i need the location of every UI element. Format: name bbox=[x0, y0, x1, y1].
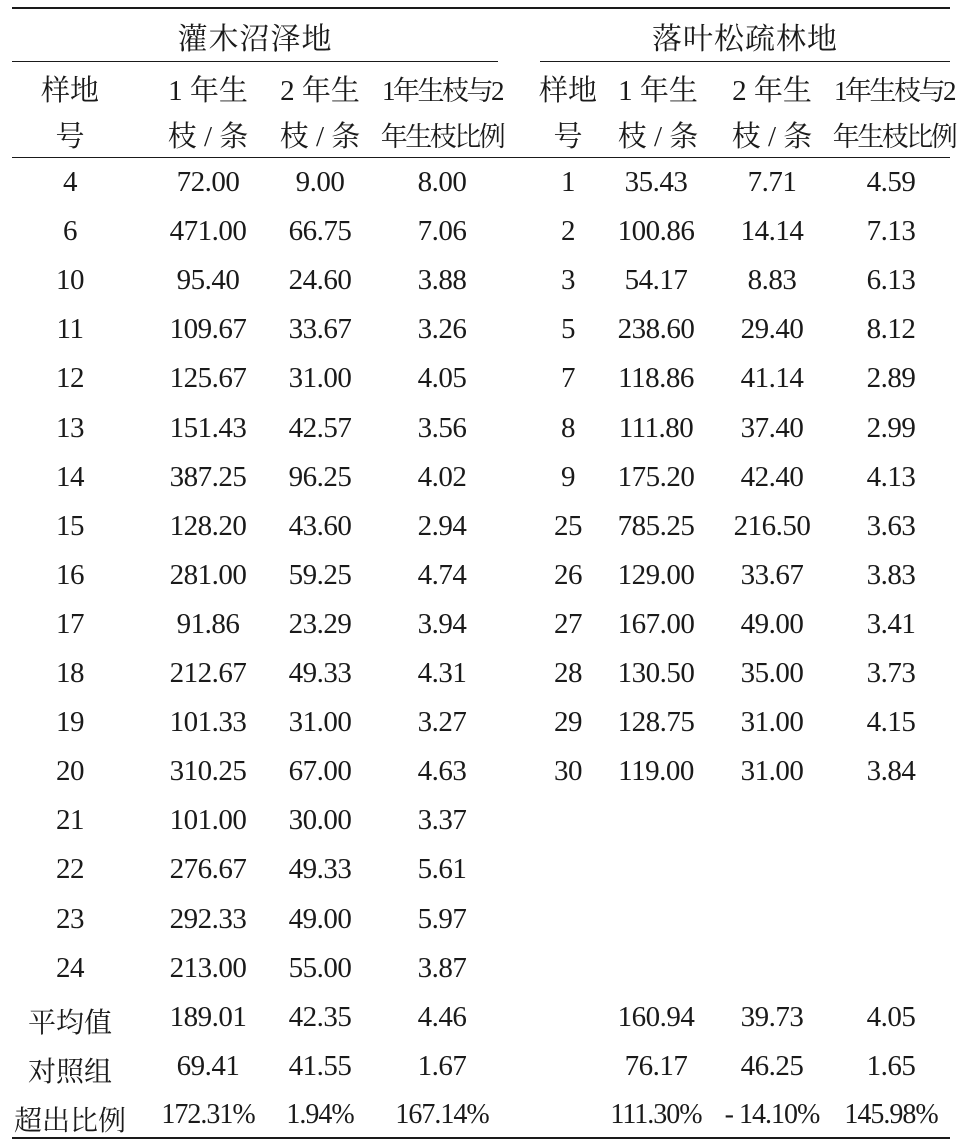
shrub-cell-plot: 22 bbox=[56, 853, 84, 886]
shrub-cell-1yr: 387.25 bbox=[169, 460, 247, 493]
shrub-cell-1yr: 128.20 bbox=[169, 509, 247, 542]
summary-larch-cell-ratio: 1.65 bbox=[866, 1049, 916, 1082]
shrub-cell-ratio: 3.26 bbox=[417, 313, 467, 346]
larch-cell-1yr: 129.00 bbox=[617, 558, 695, 591]
larch-cell-plot: 5 bbox=[561, 313, 575, 346]
shrub-cell-ratio: 3.27 bbox=[417, 706, 467, 739]
shrub-cell-ratio: 4.05 bbox=[417, 362, 467, 395]
summary-larch-cell-2yr: 39.73 bbox=[740, 1000, 804, 1033]
larch-cell-1yr: 175.20 bbox=[617, 460, 695, 493]
larch-header-2yr-line1: 2 年生 bbox=[732, 75, 812, 107]
larch-cell-ratio: 3.73 bbox=[866, 657, 916, 689]
shrub-cell-1yr: 101.00 bbox=[169, 804, 247, 837]
summary-larch-cell-2yr: - 14.10% bbox=[724, 1098, 820, 1130]
larch-cell-plot: 1 bbox=[561, 166, 575, 198]
summary-shrub-cell-2yr: 1.94% bbox=[286, 1098, 354, 1130]
shrub-cell-2yr: 31.00 bbox=[288, 706, 352, 739]
summary-shrub-cell-1yr: 189.01 bbox=[169, 1000, 247, 1033]
shrub-cell-1yr: 95.40 bbox=[176, 264, 240, 297]
larch-cell-ratio: 2.89 bbox=[866, 362, 916, 395]
shrub-cell-ratio: 3.87 bbox=[417, 951, 467, 984]
larch-cell-2yr: 31.00 bbox=[740, 755, 804, 788]
larch-cell-ratio: 3.41 bbox=[866, 607, 916, 640]
shrub-cell-1yr: 212.67 bbox=[169, 657, 247, 689]
larch-cell-2yr: 41.14 bbox=[740, 362, 804, 395]
shrub-cell-plot: 24 bbox=[56, 951, 84, 984]
larch-cell-2yr: 37.40 bbox=[740, 411, 804, 444]
larch-cell-1yr: 111.80 bbox=[618, 411, 694, 444]
shrub-cell-2yr: 49.33 bbox=[288, 853, 352, 886]
larch-cell-plot: 27 bbox=[554, 607, 582, 640]
larch-cell-plot: 9 bbox=[561, 460, 575, 493]
group-underline-shrub bbox=[12, 61, 498, 62]
shrub-header-1yr-line1: 1 年生 bbox=[168, 75, 248, 107]
larch-cell-1yr: 785.25 bbox=[617, 509, 695, 542]
bottom-rule bbox=[12, 1137, 950, 1139]
larch-cell-plot: 2 bbox=[561, 215, 575, 248]
shrub-header-ratio-line1: 1年生枝与2 bbox=[382, 76, 502, 106]
shrub-header-plot-line1: 样地 bbox=[40, 75, 99, 107]
shrub-cell-plot: 23 bbox=[56, 902, 84, 935]
larch-cell-1yr: 100.86 bbox=[617, 215, 695, 248]
larch-cell-ratio: 8.12 bbox=[866, 313, 916, 346]
shrub-cell-plot: 18 bbox=[56, 657, 84, 689]
shrub-cell-2yr: 33.67 bbox=[288, 313, 352, 346]
shrub-cell-2yr: 96.25 bbox=[288, 460, 352, 493]
group-title-shrub: 灌木沼泽地 bbox=[177, 23, 333, 56]
summary-shrub-cell-ratio: 1.67 bbox=[417, 1049, 467, 1082]
shrub-cell-plot: 17 bbox=[56, 607, 84, 640]
shrub-cell-1yr: 125.67 bbox=[169, 362, 247, 395]
shrub-cell-plot: 14 bbox=[56, 460, 84, 493]
shrub-cell-2yr: 42.57 bbox=[288, 411, 352, 444]
top-rule bbox=[12, 7, 950, 9]
larch-header-plot-line1: 样地 bbox=[538, 75, 597, 107]
shrub-cell-2yr: 66.75 bbox=[288, 215, 352, 248]
shrub-cell-2yr: 49.00 bbox=[288, 902, 352, 935]
shrub-cell-ratio: 3.88 bbox=[417, 264, 467, 297]
larch-cell-ratio: 7.13 bbox=[866, 215, 916, 248]
shrub-header-ratio-line2: 年生枝比例 bbox=[380, 122, 504, 152]
larch-cell-ratio: 3.63 bbox=[866, 509, 916, 542]
larch-cell-2yr: 35.00 bbox=[740, 657, 804, 689]
summary-shrub-cell-1yr: 172.31% bbox=[161, 1098, 255, 1130]
shrub-cell-1yr: 310.25 bbox=[169, 755, 247, 788]
larch-cell-ratio: 3.84 bbox=[866, 755, 916, 788]
shrub-cell-plot: 12 bbox=[56, 362, 84, 395]
summary-shrub-cell-2yr: 42.35 bbox=[288, 1000, 352, 1033]
larch-cell-plot: 7 bbox=[561, 362, 575, 395]
shrub-cell-1yr: 213.00 bbox=[169, 951, 247, 984]
larch-cell-1yr: 130.50 bbox=[617, 657, 695, 689]
header-rule bbox=[12, 157, 950, 158]
shrub-cell-plot: 21 bbox=[56, 804, 84, 837]
shrub-cell-plot: 11 bbox=[56, 313, 84, 346]
larch-cell-ratio: 6.13 bbox=[866, 264, 916, 297]
shrub-cell-ratio: 7.06 bbox=[417, 215, 467, 248]
summary-larch-cell-2yr: 46.25 bbox=[740, 1049, 804, 1082]
larch-cell-2yr: 33.67 bbox=[740, 558, 804, 591]
summary-larch-cell-ratio: 145.98% bbox=[844, 1098, 938, 1130]
shrub-cell-plot: 20 bbox=[56, 755, 84, 788]
summary-larch-cell-1yr: 160.94 bbox=[617, 1000, 695, 1033]
group-underline-larch bbox=[540, 61, 950, 62]
larch-cell-1yr: 35.43 bbox=[624, 166, 688, 198]
shrub-cell-2yr: 9.00 bbox=[295, 166, 345, 198]
larch-cell-2yr: 49.00 bbox=[740, 607, 804, 640]
larch-cell-ratio: 3.83 bbox=[866, 558, 916, 591]
shrub-cell-2yr: 24.60 bbox=[288, 264, 352, 297]
larch-cell-2yr: 29.40 bbox=[740, 313, 804, 346]
shrub-cell-ratio: 5.97 bbox=[417, 902, 467, 935]
shrub-cell-2yr: 49.33 bbox=[288, 657, 352, 689]
shrub-cell-2yr: 23.29 bbox=[288, 607, 352, 640]
shrub-cell-plot: 13 bbox=[56, 411, 84, 444]
group-title-larch: 落叶松疏林地 bbox=[652, 23, 838, 56]
larch-cell-2yr: 31.00 bbox=[740, 706, 804, 739]
shrub-cell-ratio: 4.02 bbox=[417, 460, 467, 493]
larch-cell-2yr: 216.50 bbox=[733, 509, 811, 542]
larch-cell-1yr: 238.60 bbox=[617, 313, 695, 346]
summary-shrub-cell-ratio: 4.46 bbox=[417, 1000, 467, 1033]
larch-cell-2yr: 7.71 bbox=[747, 166, 797, 198]
shrub-cell-ratio: 4.63 bbox=[417, 755, 467, 788]
shrub-cell-1yr: 471.00 bbox=[169, 215, 247, 248]
shrub-cell-ratio: 8.00 bbox=[417, 166, 467, 198]
shrub-cell-ratio: 5.61 bbox=[417, 853, 467, 886]
shrub-cell-2yr: 67.00 bbox=[288, 755, 352, 788]
summary-label: 平均值 bbox=[27, 1007, 112, 1039]
larch-header-ratio-line1: 1年生枝与2 bbox=[834, 76, 954, 106]
larch-header-2yr-line2: 枝 / 条 bbox=[731, 121, 813, 153]
shrub-cell-1yr: 292.33 bbox=[169, 902, 247, 935]
larch-cell-1yr: 118.86 bbox=[618, 362, 694, 395]
shrub-cell-plot: 6 bbox=[63, 215, 77, 248]
shrub-cell-plot: 16 bbox=[56, 558, 84, 591]
shrub-cell-1yr: 91.86 bbox=[176, 607, 240, 640]
larch-cell-ratio: 4.15 bbox=[866, 706, 916, 739]
larch-cell-2yr: 14.14 bbox=[740, 215, 804, 248]
shrub-cell-2yr: 59.25 bbox=[288, 558, 352, 591]
summary-larch-cell-ratio: 4.05 bbox=[866, 1000, 916, 1033]
larch-cell-ratio: 2.99 bbox=[866, 411, 916, 444]
larch-cell-1yr: 167.00 bbox=[617, 607, 695, 640]
larch-header-1yr-line2: 枝 / 条 bbox=[617, 121, 699, 153]
shrub-cell-ratio: 3.37 bbox=[417, 804, 467, 837]
shrub-cell-1yr: 276.67 bbox=[169, 853, 247, 886]
shrub-cell-2yr: 31.00 bbox=[288, 362, 352, 395]
larch-cell-ratio: 4.13 bbox=[866, 460, 916, 493]
larch-cell-plot: 3 bbox=[561, 264, 575, 297]
larch-cell-plot: 26 bbox=[554, 558, 582, 591]
summary-larch-cell-1yr: 111.30% bbox=[610, 1098, 702, 1130]
shrub-header-1yr-line2: 枝 / 条 bbox=[167, 121, 249, 153]
shrub-cell-1yr: 72.00 bbox=[176, 166, 240, 198]
larch-header-1yr-line1: 1 年生 bbox=[618, 75, 698, 107]
larch-cell-1yr: 119.00 bbox=[618, 755, 694, 788]
shrub-header-2yr-line2: 枝 / 条 bbox=[279, 121, 361, 153]
larch-header-ratio-line2: 年生枝比例 bbox=[832, 122, 956, 152]
shrub-cell-ratio: 3.56 bbox=[417, 411, 467, 444]
larch-cell-ratio: 4.59 bbox=[866, 166, 916, 198]
shrub-header-plot-line2: 号 bbox=[55, 121, 85, 153]
larch-cell-plot: 29 bbox=[554, 706, 582, 739]
larch-cell-plot: 25 bbox=[554, 509, 582, 542]
shrub-cell-2yr: 30.00 bbox=[288, 804, 352, 837]
shrub-cell-ratio: 4.74 bbox=[417, 558, 467, 591]
larch-cell-2yr: 42.40 bbox=[740, 460, 804, 493]
shrub-cell-2yr: 43.60 bbox=[288, 509, 352, 542]
summary-shrub-cell-1yr: 69.41 bbox=[176, 1049, 240, 1082]
larch-cell-plot: 28 bbox=[554, 657, 582, 689]
summary-label: 超出比例 bbox=[13, 1105, 126, 1137]
shrub-cell-1yr: 281.00 bbox=[169, 558, 247, 591]
larch-cell-1yr: 128.75 bbox=[617, 706, 695, 739]
shrub-cell-ratio: 3.94 bbox=[417, 607, 467, 640]
shrub-cell-ratio: 4.31 bbox=[417, 657, 467, 689]
shrub-cell-plot: 19 bbox=[56, 706, 84, 739]
summary-larch-cell-1yr: 76.17 bbox=[624, 1049, 688, 1082]
summary-label: 对照组 bbox=[27, 1056, 112, 1088]
larch-cell-2yr: 8.83 bbox=[747, 264, 797, 297]
summary-shrub-cell-ratio: 167.14% bbox=[395, 1098, 489, 1130]
shrub-cell-plot: 10 bbox=[56, 264, 84, 297]
shrub-cell-plot: 4 bbox=[63, 166, 77, 198]
larch-cell-1yr: 54.17 bbox=[624, 264, 688, 297]
shrub-cell-plot: 15 bbox=[56, 509, 84, 542]
larch-cell-plot: 8 bbox=[561, 411, 575, 444]
summary-shrub-cell-2yr: 41.55 bbox=[288, 1049, 352, 1082]
larch-header-plot-line2: 号 bbox=[553, 121, 583, 153]
shrub-cell-1yr: 151.43 bbox=[169, 411, 247, 444]
larch-cell-plot: 30 bbox=[554, 755, 582, 788]
shrub-cell-1yr: 109.67 bbox=[169, 313, 247, 346]
shrub-cell-1yr: 101.33 bbox=[169, 706, 247, 739]
shrub-cell-2yr: 55.00 bbox=[288, 951, 352, 984]
shrub-cell-ratio: 2.94 bbox=[417, 509, 467, 542]
shrub-header-2yr-line1: 2 年生 bbox=[280, 75, 360, 107]
